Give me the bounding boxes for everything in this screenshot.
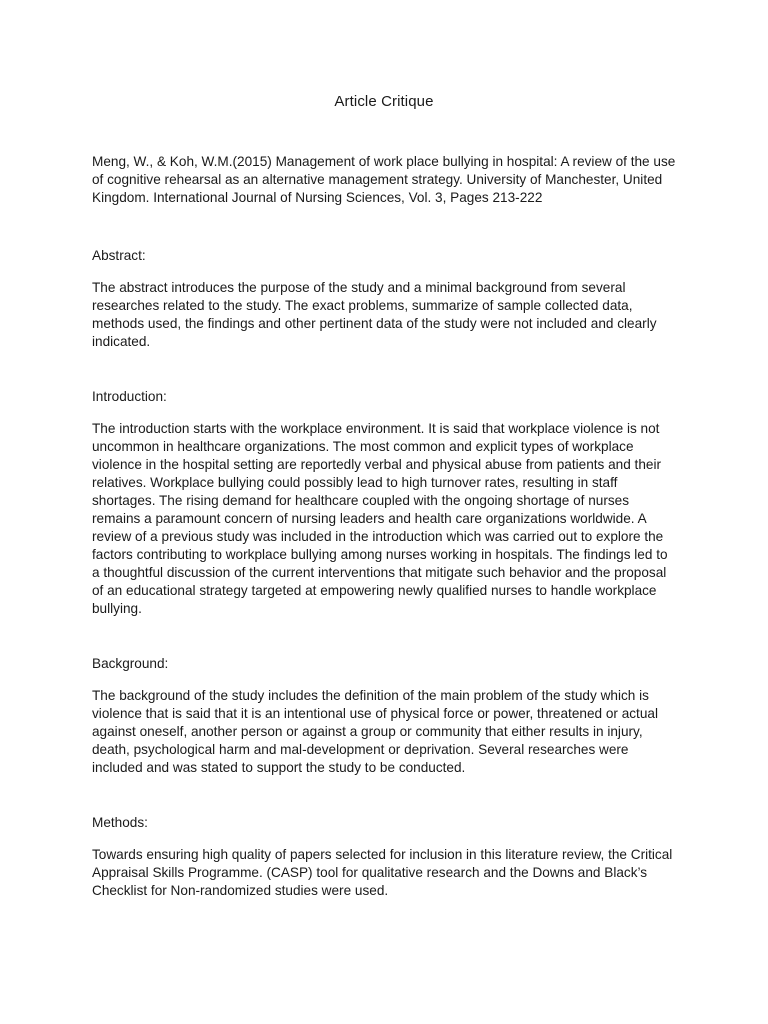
section-body-abstract: The abstract introduces the purpose of the study and a minimal background from several researches related to the study. The exact problems, summarize of sample collected data, methods used, the findings and other pertinent data of the study were not included and clearly indicated. [92,280,657,349]
section-body-background: The background of the study includes the definition of the main problem of the study which is violence that is said that it is an intentional use of physical force or power, threatened or actual against oneself, another person or against a group or community that either results in injury, death, psychological harm and mal-development or deprivation. Several researches were included and was stated to support the study to be conducted. [92,688,658,775]
section-introduction [92,388,676,618]
section-background [92,655,676,777]
section-abstract [92,247,676,351]
section-methods [92,814,676,900]
section-heading-introduction: Introduction: [92,389,167,404]
section-heading-abstract: Abstract: [92,248,146,263]
section-heading-methods: Methods: [92,815,148,830]
document-title: Article Critique [334,93,434,110]
section-body-introduction: The introduction starts with the workplace environment. It is said that workplace violence is not uncommon in healthcare organizations. The most common and explicit types of workplace violence in the hospital setting are reportedly verbal and physical abuse from patients and their relatives. Workplace bullying could possibly lead to high turnover rates, resulting in staff shortages. The rising demand for healthcare coupled with the ongoing shortage of nurses remains a paramount concern of nursing leaders and health care organizations worldwide. A review of a previous study was included in the introduction which was carried out to explore the factors contributing to workplace bullying among nurses working in hospitals. The findings led to a thoughtful discussion of the current interventions that mitigate such behavior and the proposal of an educational strategy targeted at empowering newly qualified nurses to handle workplace bullying. [92,421,668,616]
section-body-methods: Towards ensuring high quality of papers selected for inclusion in this literature review, the Critical Appraisal Skills Programme. (CASP) tool for qualitative research and the Downs and Black’s Checklist for Non-randomized studies were used. [92,847,673,898]
section-heading-background: Background: [92,656,169,671]
article-citation: Meng, W., & Koh, W.M.(2015) Management of work place bullying in hospital: A review of the use of cognitive rehearsal as an alternative management strategy. University of Manchester, United Kingdom. International Journal of Nursing Sciences, Vol. 3, Pages 213-222 [92,154,676,205]
